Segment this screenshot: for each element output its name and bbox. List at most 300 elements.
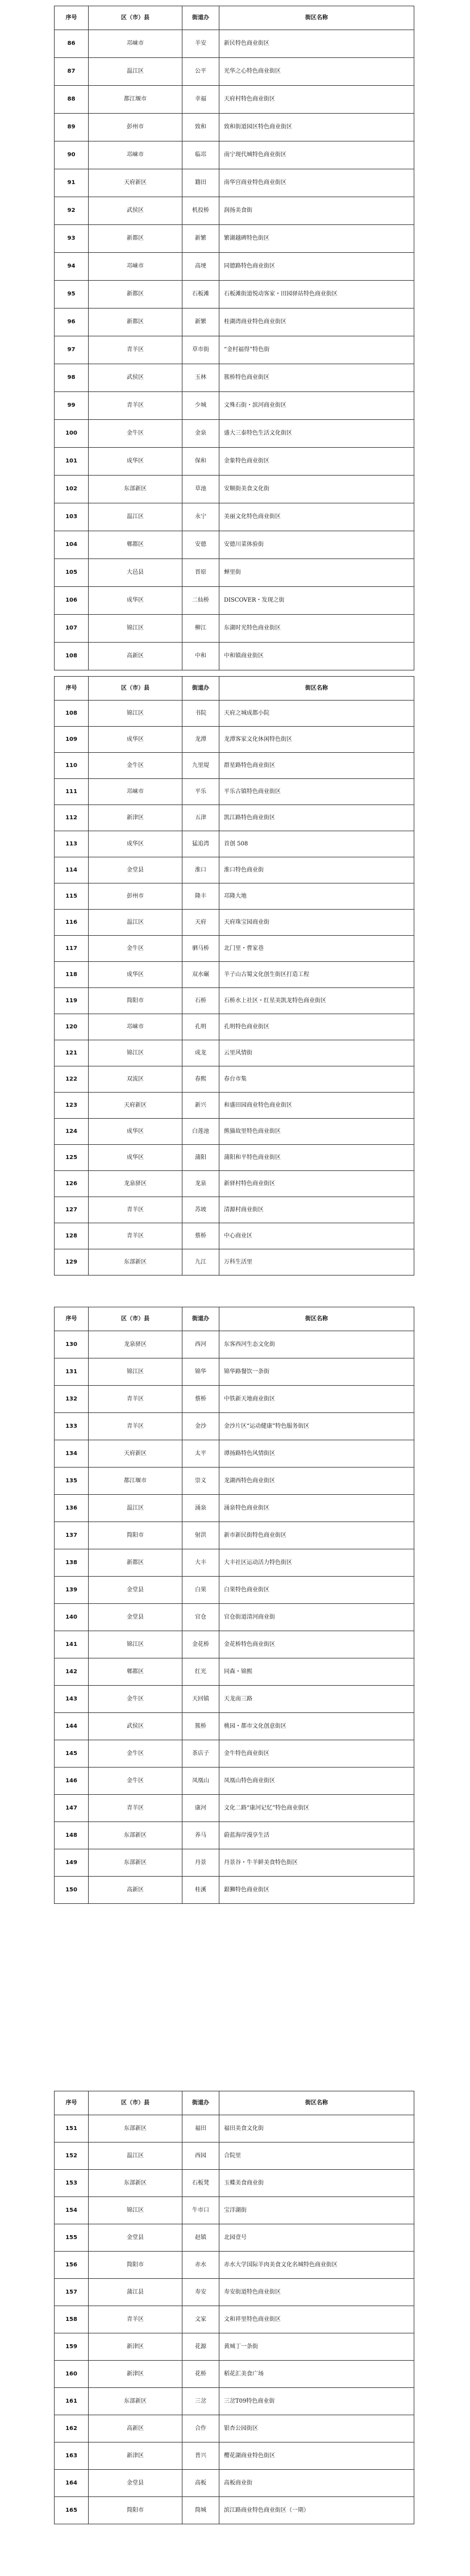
cell-district: 金牛区 <box>89 936 182 962</box>
cell-district: 金牛区 <box>89 1768 182 1795</box>
cell-block-name: 北门里・曹家巷 <box>219 936 414 962</box>
cell-serial-number: 123 <box>55 1093 89 1119</box>
cell-district: 青羊区 <box>89 1223 182 1249</box>
cell-block-name: “金村福得”特色街 <box>219 336 414 364</box>
cell-block-name: 銀狮特色商业街区 <box>219 1877 414 1904</box>
cell-serial-number: 111 <box>55 779 89 805</box>
cell-serial-number: 125 <box>55 1145 89 1171</box>
cell-district: 金堂县 <box>89 857 182 883</box>
cell-serial-number: 132 <box>55 1386 89 1413</box>
table-row <box>55 2252 414 2279</box>
cell-serial-number: 143 <box>55 1686 89 1713</box>
cell-block-name: 石桥水上社区・红星美凯龙特色商业街区 <box>219 988 414 1014</box>
table-row <box>55 831 414 857</box>
cell-block-name: 谭扬路特色风情街区 <box>219 1440 414 1468</box>
header-street-office: 街道办 <box>182 677 219 701</box>
table-row <box>55 141 414 169</box>
cell-street-office: 文家 <box>182 2306 219 2333</box>
table-row <box>55 1468 414 1495</box>
cell-block-name: 云里风情街 <box>219 1040 414 1066</box>
cell-block-name: 致和街道园区特色商业街区 <box>219 114 414 141</box>
cell-block-name: 羊子山古蜀文化创生街区打造工程 <box>219 962 414 988</box>
table-row <box>55 753 414 779</box>
table-row <box>55 1331 414 1358</box>
cell-district: 郫都区 <box>89 1658 182 1686</box>
cell-district: 锦江区 <box>89 615 182 643</box>
cell-street-office: 蔡桥 <box>182 1223 219 1249</box>
cell-block-name: 东客西河生态文化街 <box>219 1331 414 1358</box>
cell-street-office: 白果 <box>182 1577 219 1604</box>
header-serial-number: 序号 <box>55 2091 89 2115</box>
cell-block-name: 凯江路特色商业街区 <box>219 805 414 831</box>
cell-block-name: 稻花汇美食广场 <box>219 2361 414 2388</box>
cell-block-name: 孔明特色商业街区 <box>219 1014 414 1040</box>
cell-district: 彭州市 <box>89 114 182 141</box>
cell-block-name: 桂湖湾商业特色商业街区 <box>219 309 414 336</box>
header-block-name: 街区名称 <box>219 2091 414 2115</box>
header-street-office: 街道办 <box>182 2091 219 2115</box>
cell-street-office: 临邛 <box>182 141 219 169</box>
cell-district: 青羊区 <box>89 1413 182 1440</box>
cell-block-name: 平乐古镇特色商业街区 <box>219 779 414 805</box>
cell-street-office: 涌泉 <box>182 1495 219 1522</box>
cell-block-name: 金象特色商业街区 <box>219 448 414 476</box>
cell-street-office: 天府 <box>182 910 219 936</box>
cell-district: 东部新区 <box>89 1822 182 1849</box>
cell-street-office: 蔡桥 <box>182 1386 219 1413</box>
cell-block-name: 中铁新天地商业街区 <box>219 1386 414 1413</box>
cell-block-name: 天府珠宝园商业街 <box>219 910 414 936</box>
cell-block-name: 光华之心特色商业街区 <box>219 58 414 86</box>
cell-serial-number: 151 <box>55 2115 89 2143</box>
table-row <box>55 1658 414 1686</box>
cell-district: 金堂县 <box>89 1577 182 1604</box>
cell-street-office: 康河 <box>182 1795 219 1822</box>
table-row <box>55 225 414 253</box>
table-row <box>55 2388 414 2415</box>
table-section-2 <box>54 676 414 1276</box>
cell-street-office: 凤凰山 <box>182 1768 219 1795</box>
table-row <box>55 364 414 392</box>
cell-district: 新都区 <box>89 281 182 309</box>
cell-district: 东部新区 <box>89 2388 182 2415</box>
header-district: 区（市）县 <box>89 6 182 30</box>
cell-street-office: 官仓 <box>182 1604 219 1631</box>
cell-block-name: 同德路特色商业街区 <box>219 253 414 281</box>
table-row <box>55 1631 414 1658</box>
cell-district: 高新区 <box>89 2415 182 2442</box>
cell-block-name: 赤水大学国际羊肉美食文化名城特色商业街区 <box>219 2252 414 2279</box>
cell-district: 成华区 <box>89 448 182 476</box>
cell-street-office: 龙泉 <box>182 1171 219 1197</box>
table-row <box>55 1197 414 1223</box>
table-row <box>55 2197 414 2224</box>
table-header-row <box>55 1307 414 1331</box>
cell-district: 金牛区 <box>89 1686 182 1713</box>
cell-district: 邛崃市 <box>89 141 182 169</box>
header-block-name: 街区名称 <box>219 1307 414 1331</box>
cell-block-name: 高板商业街 <box>219 2470 414 2497</box>
cell-serial-number: 86 <box>55 30 89 58</box>
cell-district: 武侯区 <box>89 197 182 225</box>
cell-street-office: 石桥 <box>182 988 219 1014</box>
cell-block-name: 清源村商业街区 <box>219 1197 414 1223</box>
cell-street-office: 书院 <box>182 701 219 727</box>
cell-district: 新津区 <box>89 805 182 831</box>
cell-block-name: 南华宫商业特色商业街区 <box>219 169 414 197</box>
cell-serial-number: 148 <box>55 1822 89 1849</box>
cell-block-name: 簇桥特色商业街区 <box>219 364 414 392</box>
cell-block-name: 盛大三泰特色生活文化街区 <box>219 420 414 448</box>
cell-block-name: 文殊石街・滨河商业街区 <box>219 392 414 420</box>
cell-district: 简阳市 <box>89 2252 182 2279</box>
cell-street-office: 高埂 <box>182 253 219 281</box>
table-row <box>55 587 414 615</box>
table-header-row <box>55 677 414 701</box>
cell-serial-number: 153 <box>55 2170 89 2197</box>
cell-block-name: 美丽文化特色商业街区 <box>219 503 414 531</box>
cell-district: 成华区 <box>89 727 182 753</box>
cell-district: 锦江区 <box>89 2197 182 2224</box>
cell-street-office: 合作 <box>182 2415 219 2442</box>
cell-serial-number: 138 <box>55 1549 89 1577</box>
table-row <box>55 2497 414 2524</box>
cell-serial-number: 106 <box>55 587 89 615</box>
cell-block-name: 淮口特色商业街 <box>219 857 414 883</box>
cell-district: 青羊区 <box>89 2306 182 2333</box>
table-row <box>55 1686 414 1713</box>
cell-serial-number: 122 <box>55 1066 89 1093</box>
cell-serial-number: 112 <box>55 805 89 831</box>
cell-district: 青羊区 <box>89 1386 182 1413</box>
cell-serial-number: 115 <box>55 883 89 910</box>
cell-serial-number: 131 <box>55 1358 89 1386</box>
cell-district: 武侯区 <box>89 1713 182 1740</box>
cell-serial-number: 108 <box>55 643 89 670</box>
cell-serial-number: 164 <box>55 2470 89 2497</box>
cell-district: 青羊区 <box>89 392 182 420</box>
cell-district: 东部新区 <box>89 2170 182 2197</box>
cell-block-name: 文和祥里特色商业街区 <box>219 2306 414 2333</box>
table-row <box>55 2143 414 2170</box>
cell-street-office: 草池 <box>182 476 219 503</box>
cell-street-office: 簇桥 <box>182 1713 219 1740</box>
cell-serial-number: 117 <box>55 936 89 962</box>
cell-block-name: 润扬美食街 <box>219 197 414 225</box>
cell-serial-number: 142 <box>55 1658 89 1686</box>
cell-block-name: 龙湖西特色商业街区 <box>219 1468 414 1495</box>
cell-serial-number: 161 <box>55 2388 89 2415</box>
header-block-name: 街区名称 <box>219 6 414 30</box>
table-row <box>55 420 414 448</box>
cell-block-name: 熊猫故里特色商业街区 <box>219 1119 414 1145</box>
table-row <box>55 2333 414 2361</box>
cell-street-office: 射洪 <box>182 1522 219 1549</box>
cell-district: 高新区 <box>89 643 182 670</box>
cell-street-office: 西河 <box>182 1331 219 1358</box>
cell-district: 彭州市 <box>89 883 182 910</box>
cell-district: 东部新区 <box>89 476 182 503</box>
table-row <box>55 1145 414 1171</box>
header-serial-number: 序号 <box>55 6 89 30</box>
cell-street-office: 白莲池 <box>182 1119 219 1145</box>
cell-block-name: 安顺街美食文化街 <box>219 476 414 503</box>
cell-street-office: 九里堤 <box>182 753 219 779</box>
cell-street-office: 草市街 <box>182 336 219 364</box>
cell-street-office: 赤水 <box>182 2252 219 2279</box>
cell-block-name: 白果特色商业街区 <box>219 1577 414 1604</box>
table-row <box>55 1713 414 1740</box>
table-row <box>55 1386 414 1413</box>
cell-serial-number: 156 <box>55 2252 89 2279</box>
cell-district: 金堂县 <box>89 2470 182 2497</box>
cell-district: 邛崃市 <box>89 253 182 281</box>
cell-serial-number: 129 <box>55 1249 89 1276</box>
cell-serial-number: 88 <box>55 86 89 114</box>
cell-serial-number: 137 <box>55 1522 89 1549</box>
cell-block-name: 石板滩街道悦动客家・田园驿站特色商业街区 <box>219 281 414 309</box>
cell-street-office: 天回镇 <box>182 1686 219 1713</box>
table-row <box>55 1440 414 1468</box>
cell-street-office: 成龙 <box>182 1040 219 1066</box>
cell-street-office: 西园 <box>182 2143 219 2170</box>
cell-serial-number: 113 <box>55 831 89 857</box>
table-row <box>55 86 414 114</box>
cell-street-office: 保和 <box>182 448 219 476</box>
cell-serial-number: 103 <box>55 503 89 531</box>
cell-block-name: 金沙片区“运动健康”特色服务街区 <box>219 1413 414 1440</box>
cell-district: 金牛区 <box>89 753 182 779</box>
cell-street-office: 籍田 <box>182 169 219 197</box>
cell-street-office: 安德 <box>182 531 219 559</box>
cell-serial-number: 107 <box>55 615 89 643</box>
cell-street-office: 春熙 <box>182 1066 219 1093</box>
table-row <box>55 2361 414 2388</box>
cell-street-office: 桂溪 <box>182 1877 219 1904</box>
cell-serial-number: 126 <box>55 1171 89 1197</box>
cell-street-office: 双水碾 <box>182 962 219 988</box>
table-row <box>55 1014 414 1040</box>
table-section-1 <box>54 6 414 670</box>
cell-block-name: 福田美食文化街 <box>219 2115 414 2143</box>
cell-serial-number: 154 <box>55 2197 89 2224</box>
cell-street-office: 机投桥 <box>182 197 219 225</box>
table-row <box>55 1495 414 1522</box>
table-row <box>55 169 414 197</box>
cell-serial-number: 87 <box>55 58 89 86</box>
cell-district: 温江区 <box>89 1495 182 1522</box>
cell-block-name: 涌泉特色商业街区 <box>219 1495 414 1522</box>
cell-block-name: 繁湖越碑特色街区 <box>219 225 414 253</box>
cell-block-name: 官仓街道清河商业街 <box>219 1604 414 1631</box>
cell-district: 新津区 <box>89 2442 182 2470</box>
cell-block-name: 新驿村特色商业街区 <box>219 1171 414 1197</box>
cell-street-office: 淮口 <box>182 857 219 883</box>
table-row <box>55 727 414 753</box>
cell-district: 简阳市 <box>89 1522 182 1549</box>
cell-district: 金堂县 <box>89 2224 182 2252</box>
cell-district: 青羊区 <box>89 336 182 364</box>
cell-serial-number: 139 <box>55 1577 89 1604</box>
header-serial-number: 序号 <box>55 1307 89 1331</box>
cell-serial-number: 97 <box>55 336 89 364</box>
cell-block-name: 合院里 <box>219 2143 414 2170</box>
cell-block-name: 天府村特色商业街区 <box>219 86 414 114</box>
cell-district: 东部新区 <box>89 1849 182 1877</box>
cell-serial-number: 163 <box>55 2442 89 2470</box>
cell-district: 金牛区 <box>89 420 182 448</box>
header-serial-number: 序号 <box>55 677 89 701</box>
table-row <box>55 1604 414 1631</box>
cell-street-office: 中和 <box>182 643 219 670</box>
cell-serial-number: 96 <box>55 309 89 336</box>
cell-street-office: 苏坡 <box>182 1197 219 1223</box>
cell-street-office: 晋原 <box>182 559 219 587</box>
cell-district: 都江堰市 <box>89 86 182 114</box>
cell-serial-number: 114 <box>55 857 89 883</box>
cell-street-office: 金泉 <box>182 420 219 448</box>
cell-block-name: 金花桥特色商业街区 <box>219 1631 414 1658</box>
cell-block-name: 东湖时光特色商业街区 <box>219 615 414 643</box>
cell-block-name: 金牛特色商业街区 <box>219 1740 414 1768</box>
cell-district: 温江区 <box>89 2143 182 2170</box>
cell-district: 简阳市 <box>89 2497 182 2524</box>
cell-district: 温江区 <box>89 910 182 936</box>
cell-serial-number: 160 <box>55 2361 89 2388</box>
cell-serial-number: 99 <box>55 392 89 420</box>
table-row <box>55 615 414 643</box>
table-row <box>55 1549 414 1577</box>
table-row <box>55 1768 414 1795</box>
cell-street-office: 公平 <box>182 58 219 86</box>
cell-district: 锦江区 <box>89 1631 182 1658</box>
cell-street-office: 花桥 <box>182 2361 219 2388</box>
table-row <box>55 1171 414 1197</box>
table-section-4 <box>54 2091 414 2524</box>
cell-street-office: 二仙桥 <box>182 587 219 615</box>
cell-serial-number: 124 <box>55 1119 89 1145</box>
cell-serial-number: 134 <box>55 1440 89 1468</box>
cell-district: 郫都区 <box>89 531 182 559</box>
cell-district: 都江堰市 <box>89 1468 182 1495</box>
table-row <box>55 643 414 670</box>
cell-street-office: 普兴 <box>182 2442 219 2470</box>
cell-serial-number: 136 <box>55 1495 89 1522</box>
data-table <box>54 6 414 670</box>
cell-block-name: 大丰社区运动活力特色街区 <box>219 1549 414 1577</box>
cell-block-name: 蝉里街 <box>219 559 414 587</box>
cell-serial-number: 104 <box>55 531 89 559</box>
cell-block-name: 南宁现代城特色商业街区 <box>219 141 414 169</box>
cell-district: 新都区 <box>89 309 182 336</box>
cell-street-office: 大丰 <box>182 1549 219 1577</box>
cell-block-name: 凤凰山特色商业街区 <box>219 1768 414 1795</box>
table-row <box>55 1849 414 1877</box>
table-row <box>55 1740 414 1768</box>
table-row <box>55 883 414 910</box>
cell-serial-number: 108 <box>55 701 89 727</box>
cell-serial-number: 149 <box>55 1849 89 1877</box>
cell-block-name: 和盛田园商业特色商业街区 <box>219 1093 414 1119</box>
table-row <box>55 805 414 831</box>
cell-block-name: 天府之城成都小院 <box>219 701 414 727</box>
cell-block-name: 寿安街道特色商业街区 <box>219 2279 414 2306</box>
cell-street-office: 简城 <box>182 2497 219 2524</box>
data-table <box>54 1307 414 1904</box>
cell-district: 东部新区 <box>89 1249 182 1276</box>
cell-serial-number: 92 <box>55 197 89 225</box>
cell-serial-number: 100 <box>55 420 89 448</box>
cell-district: 金牛区 <box>89 1740 182 1768</box>
cell-district: 新津区 <box>89 2333 182 2361</box>
table-header-row <box>55 6 414 30</box>
cell-block-name: 同森・锦熙 <box>219 1658 414 1686</box>
cell-serial-number: 94 <box>55 253 89 281</box>
table-row <box>55 1822 414 1849</box>
cell-street-office: 驷马桥 <box>182 936 219 962</box>
cell-street-office: 寿安 <box>182 2279 219 2306</box>
header-district: 区（市）县 <box>89 1307 182 1331</box>
cell-street-office: 石板滩 <box>182 281 219 309</box>
cell-street-office: 新繁 <box>182 225 219 253</box>
cell-district: 天府新区 <box>89 169 182 197</box>
cell-district: 成华区 <box>89 1145 182 1171</box>
cell-street-office: 新繁 <box>182 309 219 336</box>
cell-block-name: 新市新民街特色商业街区 <box>219 1522 414 1549</box>
cell-serial-number: 116 <box>55 910 89 936</box>
table-header-row <box>55 2091 414 2115</box>
cell-street-office: 养马 <box>182 1822 219 1849</box>
cell-district: 双流区 <box>89 1066 182 1093</box>
table-row <box>55 281 414 309</box>
cell-serial-number: 145 <box>55 1740 89 1768</box>
cell-serial-number: 130 <box>55 1331 89 1358</box>
cell-district: 成华区 <box>89 831 182 857</box>
cell-district: 邛崃市 <box>89 30 182 58</box>
cell-district: 大邑县 <box>89 559 182 587</box>
cell-serial-number: 121 <box>55 1040 89 1066</box>
cell-serial-number: 102 <box>55 476 89 503</box>
header-street-office: 街道办 <box>182 6 219 30</box>
cell-street-office: 隆丰 <box>182 883 219 910</box>
cell-district: 邛崃市 <box>89 779 182 805</box>
cell-serial-number: 118 <box>55 962 89 988</box>
cell-serial-number: 135 <box>55 1468 89 1495</box>
cell-serial-number: 95 <box>55 281 89 309</box>
table-row <box>55 1249 414 1276</box>
cell-block-name: 黄城丁一条街 <box>219 2333 414 2361</box>
cell-block-name: 万科生活里 <box>219 1249 414 1276</box>
header-street-office: 街道办 <box>182 1307 219 1331</box>
cell-district: 金堂县 <box>89 1604 182 1631</box>
table-row <box>55 336 414 364</box>
cell-block-name: 桃园・都市文化创意街区 <box>219 1713 414 1740</box>
table-row <box>55 1413 414 1440</box>
cell-block-name: 北园壹号 <box>219 2224 414 2252</box>
table-row <box>55 1877 414 1904</box>
cell-block-name: 蔚蓝海岸漫享生活 <box>219 1822 414 1849</box>
cell-serial-number: 90 <box>55 141 89 169</box>
cell-serial-number: 109 <box>55 727 89 753</box>
cell-street-office: 赵镇 <box>182 2224 219 2252</box>
cell-district: 高新区 <box>89 1877 182 1904</box>
table-section-3 <box>54 1307 414 1904</box>
cell-serial-number: 140 <box>55 1604 89 1631</box>
table-row <box>55 1795 414 1822</box>
cell-block-name: DISCOVER・发现之街 <box>219 587 414 615</box>
table-row <box>55 2442 414 2470</box>
cell-serial-number: 162 <box>55 2415 89 2442</box>
